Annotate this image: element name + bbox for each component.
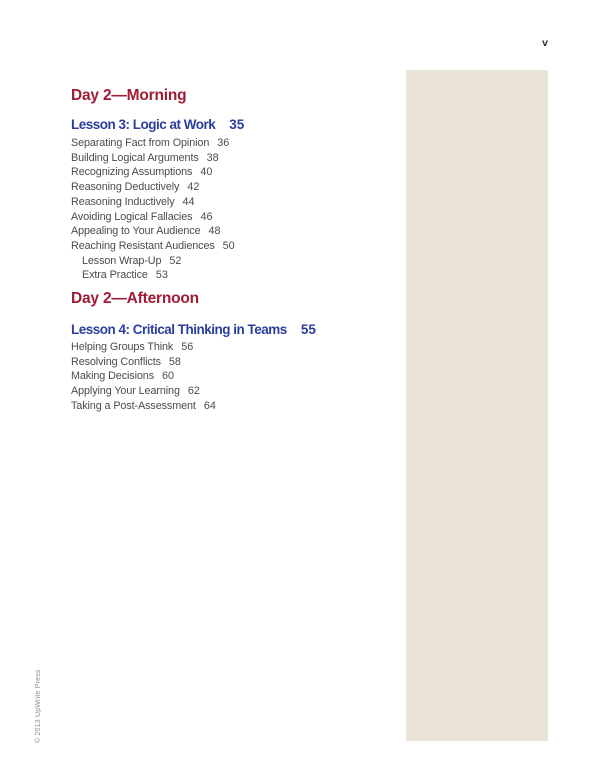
toc-entry (71, 151, 401, 166)
lesson-4-heading (71, 322, 401, 338)
lesson-3-page-number: 35 (229, 117, 245, 132)
toc-entry (71, 239, 401, 254)
toc-entry-label: Avoiding Logical Fallacies (71, 210, 193, 223)
toc-entry-page: 50 (222, 239, 235, 252)
toc-entry (71, 399, 401, 414)
toc-entry-page: 44 (182, 195, 195, 208)
toc-entry-label: Building Logical Arguments (71, 151, 199, 164)
toc-entry-page: 38 (206, 151, 219, 164)
toc-entry (71, 210, 401, 225)
toc-entry-label: Appealing to Your Audience (71, 225, 201, 238)
toc-entry-label: Resolving Conflicts (71, 355, 161, 368)
toc-entry (71, 180, 401, 195)
toc-entry (71, 195, 401, 210)
toc-list-lesson-4 (71, 340, 401, 414)
toc-entry-label: Helping Groups Think (71, 341, 174, 354)
toc-entry (71, 384, 401, 399)
toc-entry-page: 64 (203, 399, 216, 412)
toc-entry-page: 62 (187, 385, 200, 398)
lesson-4-title: Lesson 4: Critical Thinking in Teams (71, 322, 287, 338)
toc-entry-page: 36 (217, 137, 230, 149)
toc-entry-label: Recognizing Assumptions (71, 166, 193, 179)
toc-content (71, 88, 401, 414)
toc-entry (71, 340, 401, 355)
toc-entry-label: Applying Your Learning (71, 385, 180, 398)
day-heading-afternoon: Day 2—Afternoon (71, 290, 199, 308)
toc-list-lesson-3 (71, 136, 401, 283)
toc-entry-label: Making Decisions (71, 370, 155, 383)
toc-entry-page: 52 (169, 254, 182, 267)
copyright-sidebar-text: © 2013 UpWrite Press (35, 669, 42, 743)
toc-entry (71, 355, 401, 370)
toc-entry (71, 224, 401, 239)
toc-entry-page: 60 (162, 370, 175, 383)
toc-entry-label: Reaching Resistant Audiences (71, 239, 215, 252)
toc-entry-label: Extra Practice (82, 269, 148, 282)
lesson-3-heading (71, 117, 401, 133)
lesson-3-title: Lesson 3: Logic at Work (71, 117, 216, 132)
page-number-folio: v (542, 37, 548, 49)
day-heading-morning: Day 2—Morning (71, 87, 187, 104)
toc-entry-label: Separating Fact from Opinion (71, 137, 210, 149)
toc-entry-page: 48 (208, 225, 221, 238)
toc-entry-label: Taking a Post-Assessment (71, 399, 196, 412)
toc-entry-page: 58 (168, 355, 181, 368)
toc-entry (71, 369, 401, 384)
toc-entry-page: 53 (155, 269, 168, 282)
toc-entry (71, 165, 401, 180)
lesson-4-page-number: 55 (300, 322, 316, 338)
toc-entry-indented (71, 254, 401, 269)
toc-entry-page: 40 (200, 166, 213, 179)
toc-entry-label: Reasoning Deductively (71, 181, 180, 194)
toc-entry-indented (71, 268, 401, 283)
toc-entry-label: Lesson Wrap-Up (82, 254, 162, 267)
decorative-side-panel (406, 70, 548, 741)
toc-entry-page: 46 (200, 210, 213, 223)
toc-entry-page: 42 (187, 181, 200, 194)
toc-entry-page: 56 (181, 341, 194, 354)
toc-entry (71, 136, 401, 151)
toc-entry-label: Reasoning Inductively (71, 195, 175, 208)
